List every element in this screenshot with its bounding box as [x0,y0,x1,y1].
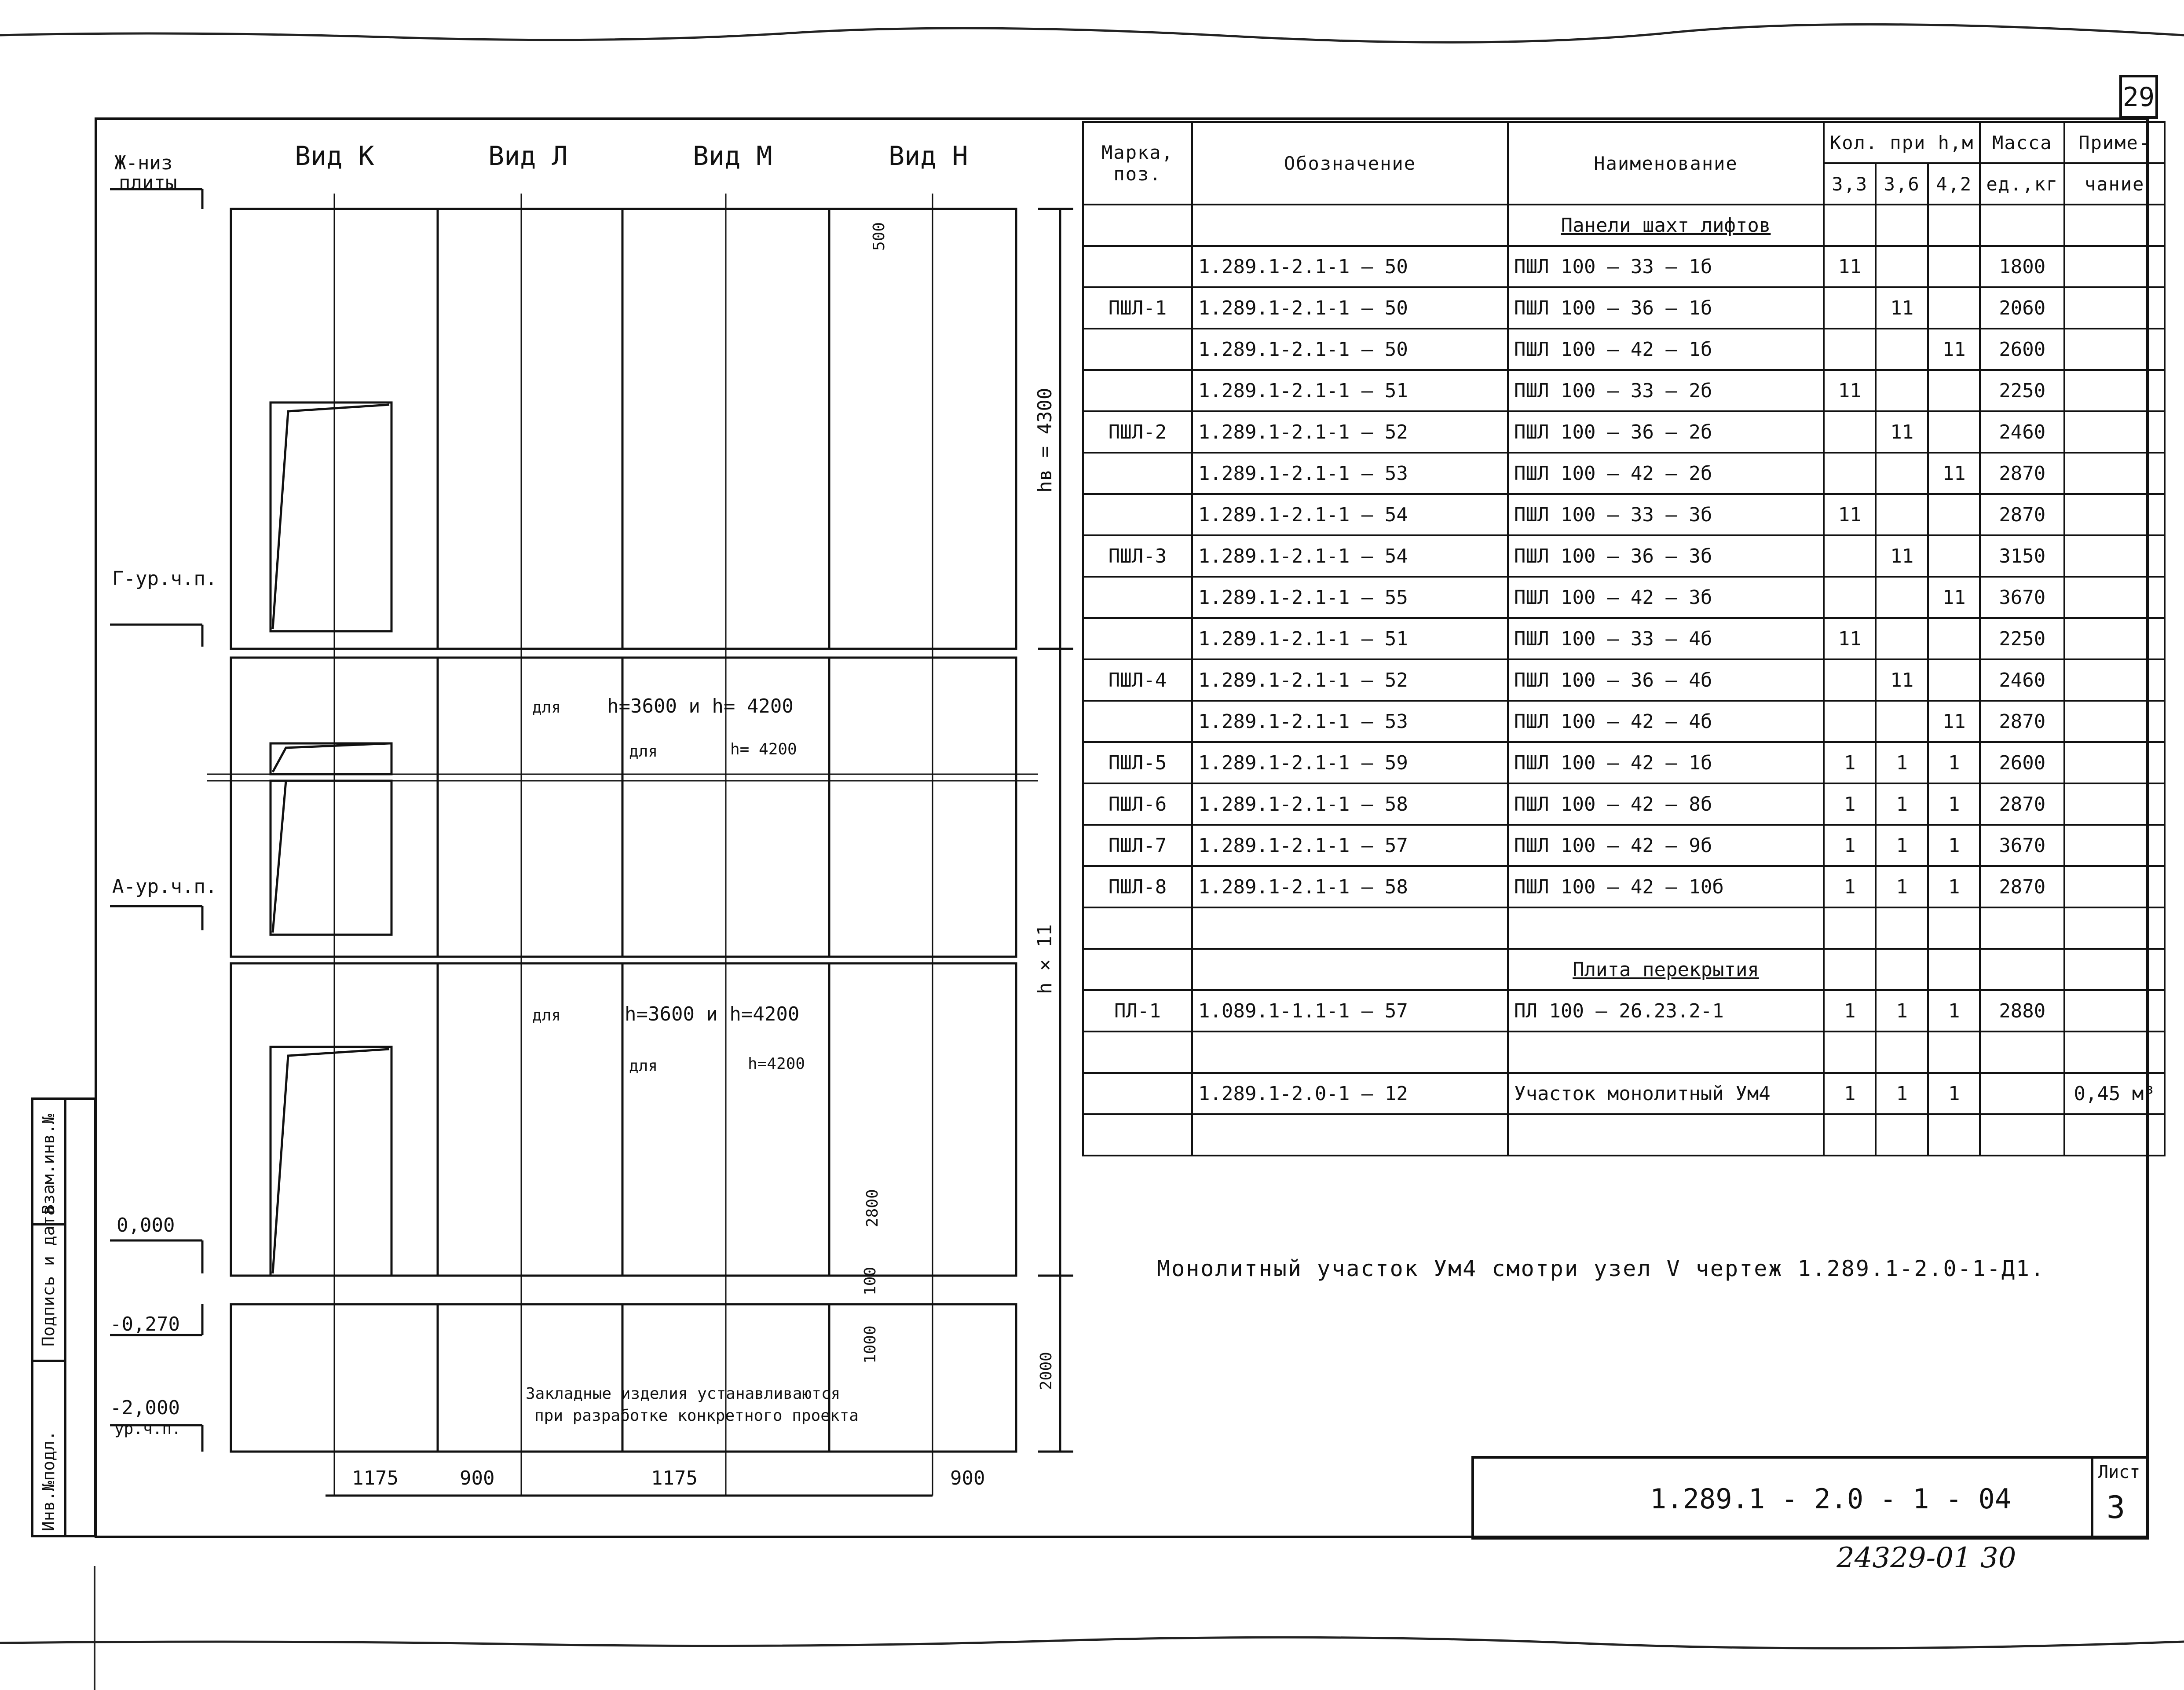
col-q33: 3,3 [1824,163,1876,205]
section-row [1083,205,2165,246]
cell-q33: 11 [1824,370,1876,411]
cell-q33 [1824,701,1876,742]
cell-q42 [1928,246,1980,287]
cell-mass: 3670 [1980,825,2064,866]
cell-note [2064,783,2165,825]
dim-2000: 2000 [1037,1352,1055,1390]
cell-q33 [1824,287,1876,329]
cell-q42: 1 [1928,742,1980,783]
sheet-label: Лист [2098,1462,2140,1482]
dim-1175-a: 1175 [352,1467,399,1489]
cell-mass: 2460 [1980,411,2064,453]
col-q36: 3,6 [1876,163,1928,205]
cell-name: ПШЛ 100 — 36 — 3б [1508,535,1824,577]
drawing-code: 1.289.1 - 2.0 - 1 - 04 [1650,1483,2012,1515]
cell-mark [1083,329,1192,370]
cell-des: 1.289.1-2.1-1 — 51 [1192,370,1508,411]
cell-des: 1.289.1-2.1-1 — 53 [1192,701,1508,742]
col-qty: Кол. при h,м [1824,122,1980,163]
table-row [1083,494,2165,535]
cell-name: ПШЛ 100 — 33 — 2б [1508,370,1824,411]
cell-q36 [1876,453,1928,494]
col-q42: 4,2 [1928,163,1980,205]
cell-q36 [1876,370,1928,411]
cell-q36: 1 [1876,742,1928,783]
table-row [1083,825,2165,866]
cell-note [2064,494,2165,535]
cell-q33 [1824,453,1876,494]
cell-note [2064,329,2165,370]
cell-name: Участок монолитный Ум4 [1508,1073,1824,1114]
inv-orig-label: Инв.№подл. [39,1430,58,1531]
view-k-title: Вид К [295,141,374,172]
cell-note [2064,577,2165,618]
cell-mark [1083,246,1192,287]
cell-q36: 1 [1876,1073,1928,1114]
cell-mark: ПШЛ-3 [1083,535,1192,577]
cell-name: ПШЛ 100 — 42 — 9б [1508,825,1824,866]
cell-name: ПШЛ 100 — 42 — 10б [1508,866,1824,907]
cell-mass: 2250 [1980,370,2064,411]
cell-name: ПШЛ 100 — 42 — 1б [1508,329,1824,370]
view-n-title: Вид Н [889,141,968,172]
cell-des: 1.289.1-2.0-1 — 12 [1192,1073,1508,1114]
cell-mass: 2870 [1980,453,2064,494]
dim-h11: h × 11 [1034,924,1056,994]
cell-des: 1.289.1-2.1-1 — 57 [1192,825,1508,866]
cell-q42: 1 [1928,783,1980,825]
cell-note [2064,825,2165,866]
dim-hb: hв = 4300 [1034,388,1056,493]
cell-q33: 11 [1824,494,1876,535]
view-m-title: Вид М [693,141,772,172]
table-row [1083,535,2165,577]
cell-q33: 1 [1824,866,1876,907]
for-label-a: для [532,699,561,717]
cell-mark [1083,370,1192,411]
cell-q33: 1 [1824,990,1876,1032]
table-row [1083,990,2165,1032]
cell-des: 1.289.1-2.1-1 — 54 [1192,535,1508,577]
cell-note [2064,535,2165,577]
table-row [1083,701,2165,742]
dim-500: 500 [870,222,888,251]
level-g: Г-ур.ч.п. [112,567,217,590]
table-row [1083,866,2165,907]
cell-name: ПШЛ 100 — 42 — 8б [1508,783,1824,825]
inv-replace-label: Взам.инв.№ [39,1114,58,1214]
blank-row [1083,1032,2165,1073]
cell-q42: 11 [1928,577,1980,618]
cell-mark [1083,453,1192,494]
cell-mark: ПШЛ-2 [1083,411,1192,453]
level-bottom-plate: Ж-низ [114,152,173,174]
cell-name: ПШЛ 100 — 33 — 3б [1508,494,1824,535]
cell-name: ПШЛ 100 — 42 — 2б [1508,453,1824,494]
cell-des: 1.289.1-2.1-1 — 50 [1192,329,1508,370]
cell-q42: 11 [1928,453,1980,494]
cell-note [2064,742,2165,783]
table-row [1083,783,2165,825]
cell-q42: 1 [1928,866,1980,907]
table-row [1083,287,2165,329]
cell-mass: 2870 [1980,866,2064,907]
cell-mass: 2870 [1980,701,2064,742]
specification-table [1082,121,2166,1156]
table-row [1083,329,2165,370]
for-label-c: для [532,1006,561,1024]
blank-row [1083,907,2165,949]
cell-name: ПЛ 100 — 26.23.2-1 [1508,990,1824,1032]
cell-q36: 1 [1876,990,1928,1032]
for-label-d: для [629,1057,658,1075]
cell-q36 [1876,701,1928,742]
cell-des: 1.289.1-2.1-1 — 54 [1192,494,1508,535]
table-row [1083,618,2165,659]
cell-des: 1.289.1-2.1-1 — 58 [1192,783,1508,825]
dim-900-a: 900 [460,1467,495,1489]
col-note-2: чание [2064,163,2165,205]
cell-des: 1.289.1-2.1-1 — 50 [1192,246,1508,287]
cell-mark [1083,618,1192,659]
cell-q42 [1928,370,1980,411]
cell-mass: 3150 [1980,535,2064,577]
embedded-note-1: Закладные изделия устанавливаются [526,1385,841,1403]
level-a: А-ур.ч.п. [112,875,217,898]
title-block [1471,1456,2149,1540]
cell-q42 [1928,659,1980,701]
view-l-title: Вид Л [488,141,568,172]
h4200-a: h= 4200 [730,740,797,758]
cell-mass [1980,1073,2064,1114]
cell-mark [1083,494,1192,535]
cell-mass: 1800 [1980,246,2064,287]
cell-name: ПШЛ 100 — 36 — 4б [1508,659,1824,701]
level-minus-270: -0,270 [110,1313,180,1335]
col-designation: Обозначение [1192,122,1508,205]
for-label-b: для [629,743,658,761]
cell-name: ПШЛ 100 — 42 — 3б [1508,577,1824,618]
level-bottom-plate-2: плиты [119,172,177,194]
cell-q33: 11 [1824,246,1876,287]
section-title: Панели шахт лифтов [1508,205,1824,246]
col-mass-unit: ед.,кг [1980,163,2064,205]
cell-q33 [1824,659,1876,701]
cell-des: 1.089.1-1.1-1 — 57 [1192,990,1508,1032]
cell-des: 1.289.1-2.1-1 — 50 [1192,287,1508,329]
cell-mass: 2060 [1980,287,2064,329]
cell-q36: 1 [1876,866,1928,907]
cell-name: ПШЛ 100 — 36 — 1б [1508,287,1824,329]
cell-note [2064,246,2165,287]
cell-q42 [1928,287,1980,329]
cell-note [2064,990,2165,1032]
h4200-b: h=4200 [748,1055,805,1073]
cell-mark: ПЛ-1 [1083,990,1192,1032]
cell-mark: ПШЛ-4 [1083,659,1192,701]
cell-q33 [1824,577,1876,618]
cell-mark: ПШЛ-1 [1083,287,1192,329]
cell-q33: 1 [1824,1073,1876,1114]
cell-mark [1083,577,1192,618]
cell-des: 1.289.1-2.1-1 — 52 [1192,659,1508,701]
sign-date-label: Подпись и дата [39,1205,58,1346]
cell-mass: 2870 [1980,494,2064,535]
cell-note [2064,701,2165,742]
cell-q33 [1824,535,1876,577]
col-mark: Марка, поз. [1083,122,1192,205]
level-minus-2000: -2,000 [110,1397,180,1419]
cell-note [2064,453,2165,494]
cell-q42 [1928,411,1980,453]
cell-mass: 2600 [1980,742,2064,783]
cell-mark [1083,701,1192,742]
cell-q36 [1876,618,1928,659]
cell-q36 [1876,494,1928,535]
cell-q42 [1928,535,1980,577]
cell-mark [1083,1073,1192,1114]
sheet-index: 3 [2107,1489,2125,1525]
table-row [1083,659,2165,701]
cell-q33 [1824,411,1876,453]
cell-mark: ПШЛ-8 [1083,866,1192,907]
section-title: Плита перекрытия [1508,949,1824,990]
cell-note: 0,45 м³ [2064,1073,2165,1114]
level-minus-2000-sub: ур.ч.п. [114,1420,181,1438]
cell-q36 [1876,246,1928,287]
cell-note [2064,866,2165,907]
cell-mass: 2870 [1980,783,2064,825]
cell-q33: 11 [1824,618,1876,659]
cell-q42 [1928,494,1980,535]
dim-100: 100 [861,1266,879,1295]
cell-mass: 2880 [1980,990,2064,1032]
cell-q42: 11 [1928,329,1980,370]
dim-2800: 2800 [863,1189,882,1227]
cell-mass: 2460 [1980,659,2064,701]
embedded-note-2: при разработке конкретного проекта [534,1407,859,1425]
cell-q42: 1 [1928,1073,1980,1114]
h3600-4200-b: h=3600 и h=4200 [625,1003,800,1025]
dim-1175-b: 1175 [651,1467,698,1489]
section-row [1083,949,2165,990]
cell-note [2064,659,2165,701]
cell-note [2064,370,2165,411]
archive-number: 24329-01 30 [1836,1542,2016,1574]
cell-q36 [1876,577,1928,618]
cell-q36: 11 [1876,411,1928,453]
cell-mass: 2250 [1980,618,2064,659]
cell-q33 [1824,329,1876,370]
col-name: Наименование [1508,122,1824,205]
cell-name: ПШЛ 100 — 42 — 1б [1508,742,1824,783]
level-zero: 0,000 [117,1214,175,1236]
cell-q33: 1 [1824,742,1876,783]
cell-q42: 1 [1928,990,1980,1032]
cell-q42 [1928,618,1980,659]
cell-q42: 1 [1928,825,1980,866]
table-row [1083,742,2165,783]
col-mass: Масса [1980,122,2064,163]
dim-1000: 1000 [861,1325,879,1364]
cell-note [2064,618,2165,659]
table-row [1083,411,2165,453]
h3600-4200-a: h=3600 и h= 4200 [607,695,794,717]
cell-mass: 2600 [1980,329,2064,370]
table-row [1083,1073,2165,1114]
col-note: Приме- [2064,122,2165,163]
cell-des: 1.289.1-2.1-1 — 55 [1192,577,1508,618]
cell-des: 1.289.1-2.1-1 — 51 [1192,618,1508,659]
cell-q42: 11 [1928,701,1980,742]
cell-mark: ПШЛ-7 [1083,825,1192,866]
table-row [1083,370,2165,411]
cell-q36 [1876,329,1928,370]
cell-q36: 11 [1876,659,1928,701]
monolith-note: Монолитный участок Ум4 смотри узел V чертеж 1.289.1-2.0-1-Д1. [1157,1256,2045,1281]
cell-mark: ПШЛ-6 [1083,783,1192,825]
cell-q36: 11 [1876,535,1928,577]
cell-name: ПШЛ 100 — 36 — 2б [1508,411,1824,453]
cell-name: ПШЛ 100 — 33 — 1б [1508,246,1824,287]
cell-des: 1.289.1-2.1-1 — 58 [1192,866,1508,907]
cell-q36: 11 [1876,287,1928,329]
cell-mark: ПШЛ-5 [1083,742,1192,783]
cell-note [2064,287,2165,329]
cell-mass: 3670 [1980,577,2064,618]
table-row [1083,577,2165,618]
cell-q36: 1 [1876,825,1928,866]
cell-des: 1.289.1-2.1-1 — 53 [1192,453,1508,494]
cell-name: ПШЛ 100 — 33 — 4б [1508,618,1824,659]
sheet-box [2091,1459,2146,1537]
cell-q33: 1 [1824,825,1876,866]
blank-row [1083,1114,2165,1156]
table-row [1083,453,2165,494]
table-row [1083,246,2165,287]
cell-des: 1.289.1-2.1-1 — 59 [1192,742,1508,783]
cell-q33: 1 [1824,783,1876,825]
sheet-number: 29 [2119,75,2158,119]
cell-name: ПШЛ 100 — 42 — 4б [1508,701,1824,742]
cell-q36: 1 [1876,783,1928,825]
dim-900-b: 900 [950,1467,985,1489]
cell-note [2064,411,2165,453]
cell-des: 1.289.1-2.1-1 — 52 [1192,411,1508,453]
